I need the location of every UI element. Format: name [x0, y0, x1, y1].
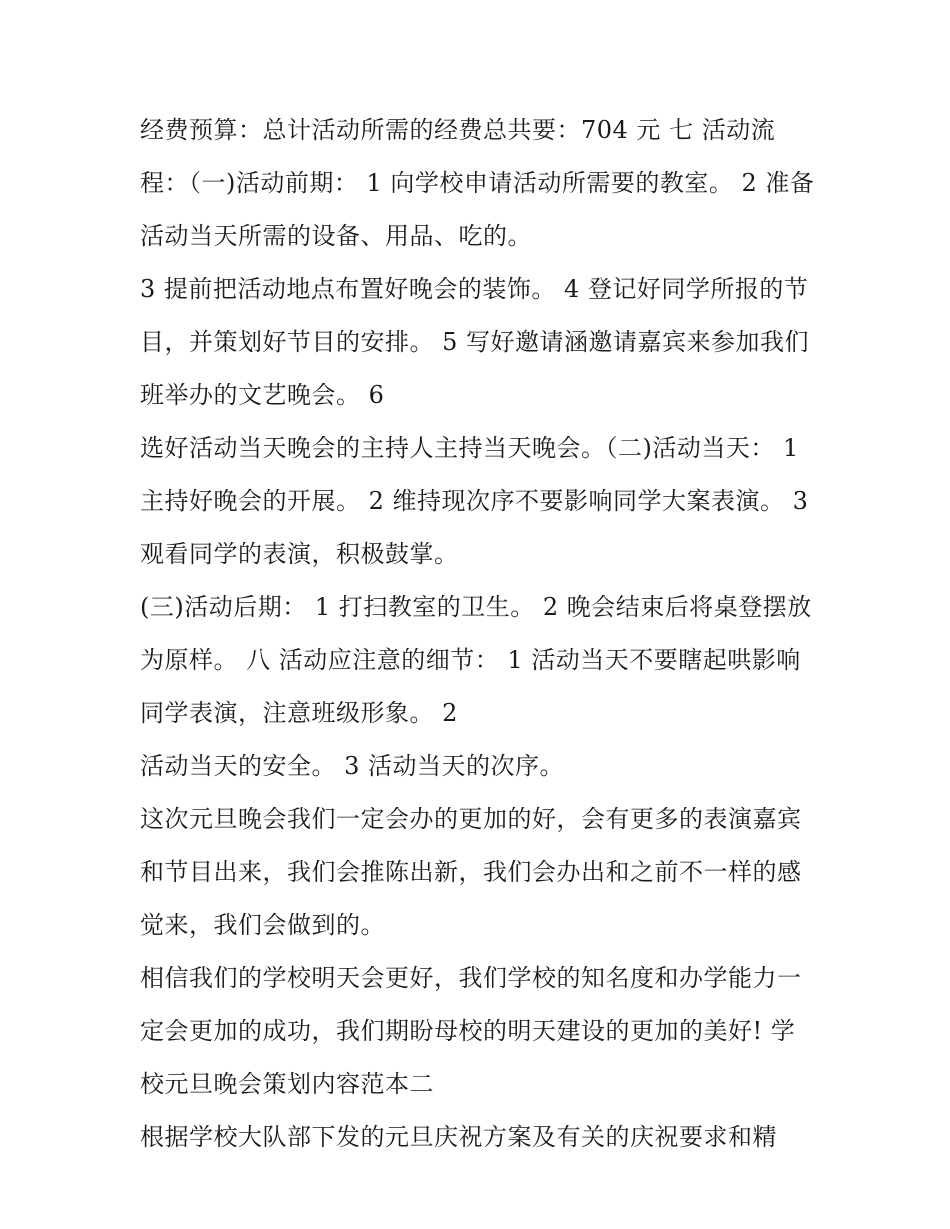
text-line: 观看同学的表演，积极鼓掌。: [140, 540, 459, 568]
text-line: 班举办的文艺晚会。 6: [140, 381, 385, 409]
text-line: 同学表演，注意班级形象。 2: [140, 699, 458, 727]
text-line: 3 提前把活动地点布置好晚会的装饰。 4 登记好同学所报的节: [140, 275, 809, 303]
text-line: 这次元旦晚会我们一定会办的更加的好，会有更多的表演嘉宾: [140, 805, 802, 833]
text-line: (三)活动后期： 1 打扫教室的卫生。 2 晚会结束后将桌登摆放: [140, 593, 812, 621]
text-line: 目，并策划好节目的安排。 5 写好邀请涵邀请嘉宾来参加我们: [140, 328, 810, 356]
text-line: 觉来，我们会做到的。: [140, 911, 385, 939]
text-line: 校元旦晚会策划内容范本二: [140, 1070, 434, 1098]
text-line: 程：（一)活动前期： 1 向学校申请活动所需要的教室。 2 准备: [140, 169, 815, 197]
document-body: [140, 108, 830, 1168]
text-line: 为原样。 八 活动应注意的细节： 1 活动当天不要瞎起哄影响: [140, 646, 801, 674]
text-line: 选好活动当天晚会的主持人主持当天晚会。（二)活动当天： 1: [140, 434, 799, 462]
text-line: 相信我们的学校明天会更好，我们学校的知名度和办学能力一: [140, 964, 802, 992]
text-line: 主持好晚会的开展。 2 维持现次序不要影响同学大案表演。 3: [140, 487, 809, 515]
text-line: 和节目出来，我们会推陈出新，我们会办出和之前不一样的感: [140, 858, 802, 886]
text-line: 定会更加的成功，我们期盼母校的明天建设的更加的美好! 学: [140, 1017, 796, 1045]
text-line: 经费预算：总计活动所需的经费总共要：704 元 七 活动流: [140, 116, 776, 144]
text-line: 活动当天的安全。 3 活动当天的次序。: [140, 752, 565, 780]
text-line: 根据学校大队部下发的元旦庆祝方案及有关的庆祝要求和精: [140, 1123, 777, 1151]
text-line: 活动当天所需的设备、用品、吃的。: [140, 222, 532, 250]
